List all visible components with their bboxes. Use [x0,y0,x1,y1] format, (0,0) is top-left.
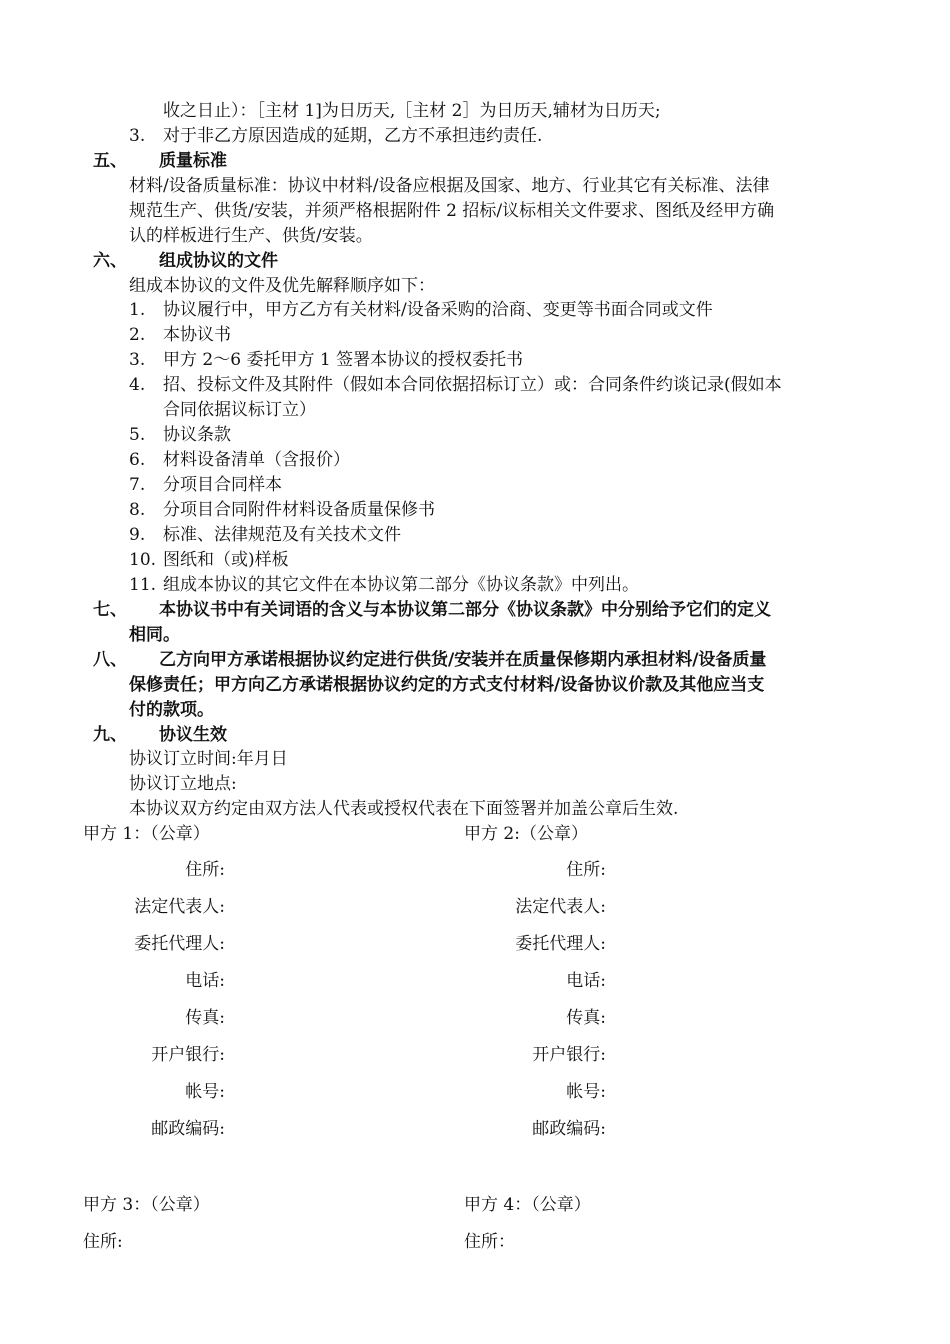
item-text: 分项目合同样本 [163,475,282,495]
item-text: 标准、法律规范及有关技术文件 [163,525,401,545]
party1-field-label: 邮政编码: [151,1119,225,1139]
list-item [129,473,282,497]
item-number: 3. [129,126,146,146]
item-number: 3. [129,350,146,370]
section-text: 相同。 [129,625,180,645]
text-line: 组成本协议的文件及优先解释顺序如下： [129,276,435,296]
list-item [129,423,231,447]
item-text: 甲方 2～6 委托甲方 1 签署本协议的授权委托书 [163,350,524,370]
list-item [129,523,401,547]
party4-title: 甲方 4：（公章） [464,1195,591,1215]
list-item [129,348,523,372]
list-item [129,448,350,472]
item-number: 9. [129,525,146,545]
list-item [129,298,713,322]
party2-field-label: 法定代表人: [515,897,606,917]
item-number: 10. [129,550,157,570]
party2-field-label: 电话: [566,971,606,991]
party1-field-label: 法定代表人: [134,897,225,917]
party1-field-label: 帐号: [185,1082,225,1102]
section-title: 质量标准 [159,151,227,171]
text-line: 认的样板进行生产、供货/安装。 [129,226,373,246]
item-text: 协议履行中，甲方乙方有关材料/设备采购的洽商、变更等书面合同或文件 [163,300,713,320]
item-text: 图纸和（或)样板 [163,550,289,570]
item-text: 对于非乙方原因造成的延期，乙方不承担违约责任. [163,126,543,146]
party1-field-label: 传真: [185,1008,225,1028]
section-title: 组成协议的文件 [159,251,278,271]
section-text: 保修责任；甲方向乙方承诺根据协议约定的方式支付材料/设备协议价款及其他应当支 [129,675,765,695]
sign-time: 协议订立时间:年月日 [129,749,288,769]
item-number: 7. [129,475,146,495]
sign-place: 协议订立地点: [129,774,237,794]
effect-clause: 本协议双方约定由双方法人代表或授权代表在下面签署并加盖公章后生效. [129,799,679,819]
section-number: 六、 [93,251,127,271]
text-line: 规范生产、供货/安装，并须严格根据附件 2 招标/议标相关文件要求、图纸及经甲方确 [129,201,775,221]
item-text: 本协议书 [163,325,231,345]
item-number: 5. [129,425,146,445]
party1-title: 甲方 1：（公章） [83,824,210,844]
section-number: 五、 [93,151,127,171]
section-text: 付的款项。 [129,700,214,720]
item-text: 招、投标文件及其附件（假如本合同依据招标订立）或：合同条件约谈记录(假如本 [163,375,782,395]
party4-address-label: 住所： [464,1232,515,1252]
item-number: 1. [129,300,146,320]
list-item [129,548,289,572]
item-text: 分项目合同附件材料设备质量保修书 [163,500,435,520]
item-text: 组成本协议的其它文件在本协议第二部分《协议条款》中列出。 [163,575,639,595]
section-number: 八、 [93,650,127,670]
party2-field-label: 邮政编码: [532,1119,606,1139]
list-item [129,124,542,148]
item-number: 8. [129,500,146,520]
party2-field-label: 帐号: [566,1082,606,1102]
party1-field-label: 电话: [185,971,225,991]
party1-field-label: 委托代理人: [134,934,225,954]
party1-field-label: 开户银行: [151,1045,225,1065]
item-text: 合同依据议标订立） [163,400,316,420]
party2-field-label: 住所: [566,860,606,880]
item-number: 4. [129,375,146,395]
party3-address-label: 住所: [83,1232,123,1252]
list-item [129,573,639,597]
party2-field-label: 传真: [566,1008,606,1028]
party2-title: 甲方 2:（公章） [464,824,588,844]
list-item [129,323,231,347]
section-title: 协议生效 [159,725,227,745]
item-text: 协议条款 [163,425,231,445]
section-text: 本协议书中有关词语的含义与本协议第二部分《协议条款》中分别给予它们的定义 [159,600,771,620]
party3-title: 甲方 3：（公章） [83,1195,210,1215]
party1-field-label: 住所: [185,860,225,880]
list-item [129,373,782,397]
text-line: 材料/设备质量标准：协议中材料/设备应根据及国家、地方、行业其它有关标准、法律 [129,176,770,196]
list-item [129,498,435,522]
text-line: 收之日止）：［主材 1]为日历天,［主材 2］为日历天,辅材为日历天; [163,101,661,121]
section-number: 九、 [93,725,127,745]
item-number: 11. [129,575,157,595]
section-text: 乙方向甲方承诺根据协议约定进行供货/安装并在质量保修期内承担材料/设备质量 [159,650,767,670]
item-number: 6. [129,450,146,470]
party2-field-label: 委托代理人: [515,934,606,954]
section-number: 七、 [93,600,127,620]
party2-field-label: 开户银行: [532,1045,606,1065]
list-item [129,398,316,422]
item-number: 2. [129,325,146,345]
item-text: 材料设备清单（含报价） [163,450,350,470]
